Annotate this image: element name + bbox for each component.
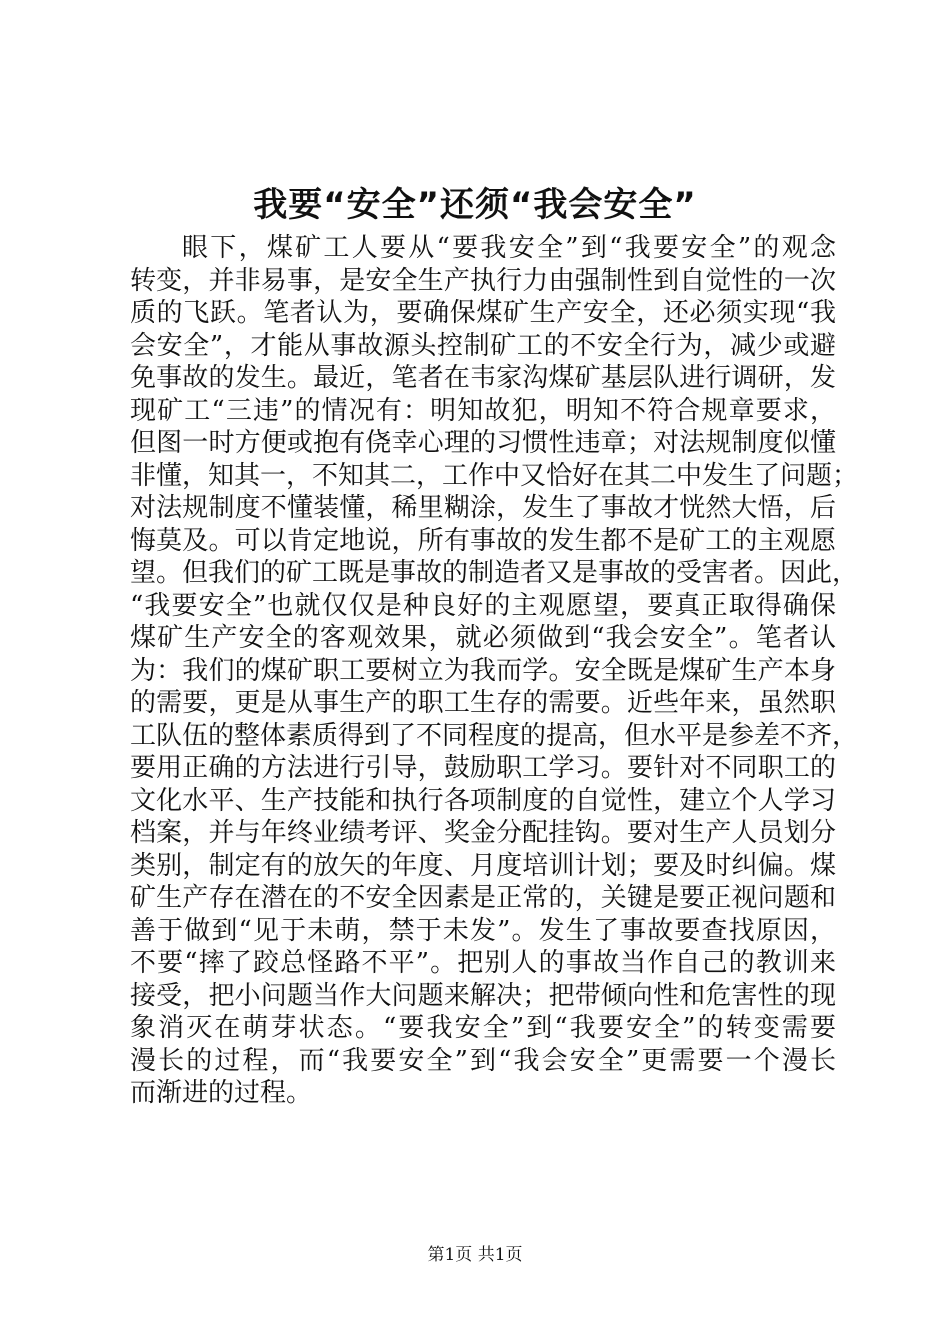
body-line: 非懂，知其一，不知其二，工作中又恰好在其二中发生了问题； (130, 460, 859, 491)
body-line: 质的飞跃。笔者认为，要确保煤矿生产安全，还必须实现“我 (130, 298, 836, 328)
body-line: 会安全”，才能从事故源头控制矿工的不安全行为，减少或避 (130, 330, 836, 361)
body-line: 而渐进的过程。 (130, 1078, 313, 1108)
body-line: 眼下，煤矿工人要从“要我安全”到“我要安全”的观念 (182, 233, 836, 263)
body-line: 象消灭在萌芽状态。“要我安全”到“我要安全”的转变需要 (130, 1013, 836, 1043)
body-line: 文化水平、生产技能和执行各项制度的自觉性，建立个人学习 (130, 785, 836, 816)
body-line: 漫长的过程，而“我要安全”到“我会安全”更需要一个漫长 (130, 1045, 836, 1076)
body-line: 但图一时方便或抱有侥幸心理的习惯性违章；对法规制度似懂 (130, 428, 836, 458)
body-line: 转变，并非易事，是安全生产执行力由强制性到自觉性的一次 (130, 265, 836, 296)
body-line: 要用正确的方法进行引导，鼓励职工学习。要针对不同职工的 (130, 753, 836, 783)
body-line: 接受，把小问题当作大问题来解决；把带倾向性和危害性的现 (130, 980, 836, 1011)
body-line: 免事故的发生。最近，笔者在韦家沟煤矿基层队进行调研，发 (130, 363, 836, 393)
body-line: 现矿工“三违”的情况有：明知故犯，明知不符合规章要求， (130, 395, 836, 426)
page-number-footer: 第1页 共1页 (427, 1245, 523, 1265)
body-line: 类别，制定有的放矢的年度、月度培训计划；要及时纠偏。煤 (130, 850, 836, 881)
body-line: 望。但我们的矿工既是事故的制造者又是事故的受害者。因此， (130, 558, 859, 588)
body-line: 不要“摔了跤总怪路不平”。把别人的事故当作自己的教训来 (130, 948, 836, 978)
body-line: 的需要，更是从事生产的职工生存的需要。近些年来，虽然职 (130, 688, 836, 718)
body-line: 矿生产存在潜在的不安全因素是正常的，关键是要正视问题和 (130, 883, 836, 913)
body-line: 档案，并与年终业绩考评、奖金分配挂钩。要对生产人员划分 (130, 818, 836, 848)
body-line: 工队伍的整体素质得到了不同程度的提高，但水平是参差不齐， (130, 720, 859, 751)
body-line: 善于做到“见于未萌，禁于未发”。发生了事故要查找原因， (130, 915, 836, 946)
body-line: 悔莫及。可以肯定地说，所有事故的发生都不是矿工的主观愿 (130, 525, 836, 556)
body-line: 为：我们的煤矿职工要树立为我而学。安全既是煤矿生产本身 (130, 655, 836, 686)
body-line: 煤矿生产安全的客观效果，就必须做到“我会安全”。笔者认 (130, 623, 836, 653)
document-title: 我要“安全”还须“我会安全” (253, 185, 697, 225)
body-line: 对法规制度不懂装懂，稀里糊涂，发生了事故才恍然大悟，后 (130, 493, 836, 523)
document-body (130, 232, 859, 1110)
body-line: “我要安全”也就仅仅是种良好的主观愿望，要真正取得确保 (130, 590, 836, 621)
